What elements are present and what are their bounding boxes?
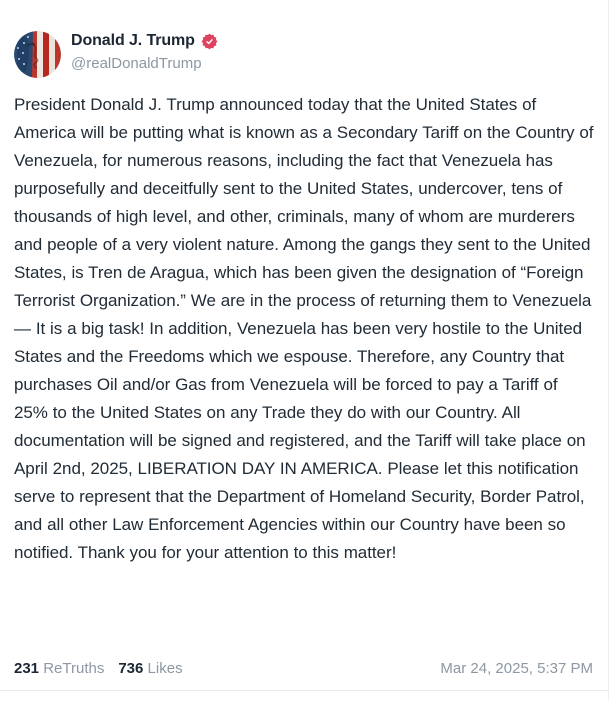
retruths-label: ReTruths [43, 660, 105, 677]
author-display-name[interactable]: Donald J. Trump [71, 32, 195, 49]
likes-stat[interactable] [118, 660, 182, 677]
likes-label: Likes [147, 660, 183, 677]
bottom-divider [0, 690, 608, 691]
retruths-count: 231 [14, 660, 40, 677]
avatar[interactable] [14, 31, 61, 78]
author-info [71, 31, 218, 72]
flag-face-avatar-icon [14, 31, 61, 78]
verified-badge-icon [201, 33, 218, 50]
post-footer [14, 660, 593, 677]
retruths-stat[interactable] [14, 660, 104, 677]
likes-count: 736 [118, 660, 144, 677]
author-handle[interactable]: @realDonaldTrump [71, 55, 202, 72]
post-timestamp[interactable]: Mar 24, 2025, 5:37 PM [440, 660, 593, 677]
post-header [0, 0, 608, 78]
post-body-text: President Donald J. Trump announced today that the United States of America will be putting what is known as a Secondary Tariff on the Country of Venezuela, for numerous reasons, including the fact that Venezuela has purposefully and deceitfully sent to the United States, undercover, tens of thousands of high level, and other, criminals, many of whom are murderers and people of a very violent nature. Among the gangs they sent to the United States, is Tren de Aragua, which has been given the designation of “Foreign Terrorist Organization.” We are in the process of returning them to Venezuela — It is a big task! In addition, Venezuela has been very hostile to the United States and the Freedoms which we espouse. Therefore, any Country that purchases Oil and/or Gas from Venezuela will be forced to pay a Tariff of 25% to the United States on any Trade they do with our Country. All documentation will be signed and registered, and the Tariff will take place on April 2nd, 2025, LIBERATION DAY IN AMERICA. Please let this notification serve to represent that the Department of Homeland Security, Border Patrol, and all other Law Enforcement Agencies within our Country have been so notified. Thank you for your attention to this matter! [14, 95, 594, 562]
post-stats [14, 660, 183, 677]
